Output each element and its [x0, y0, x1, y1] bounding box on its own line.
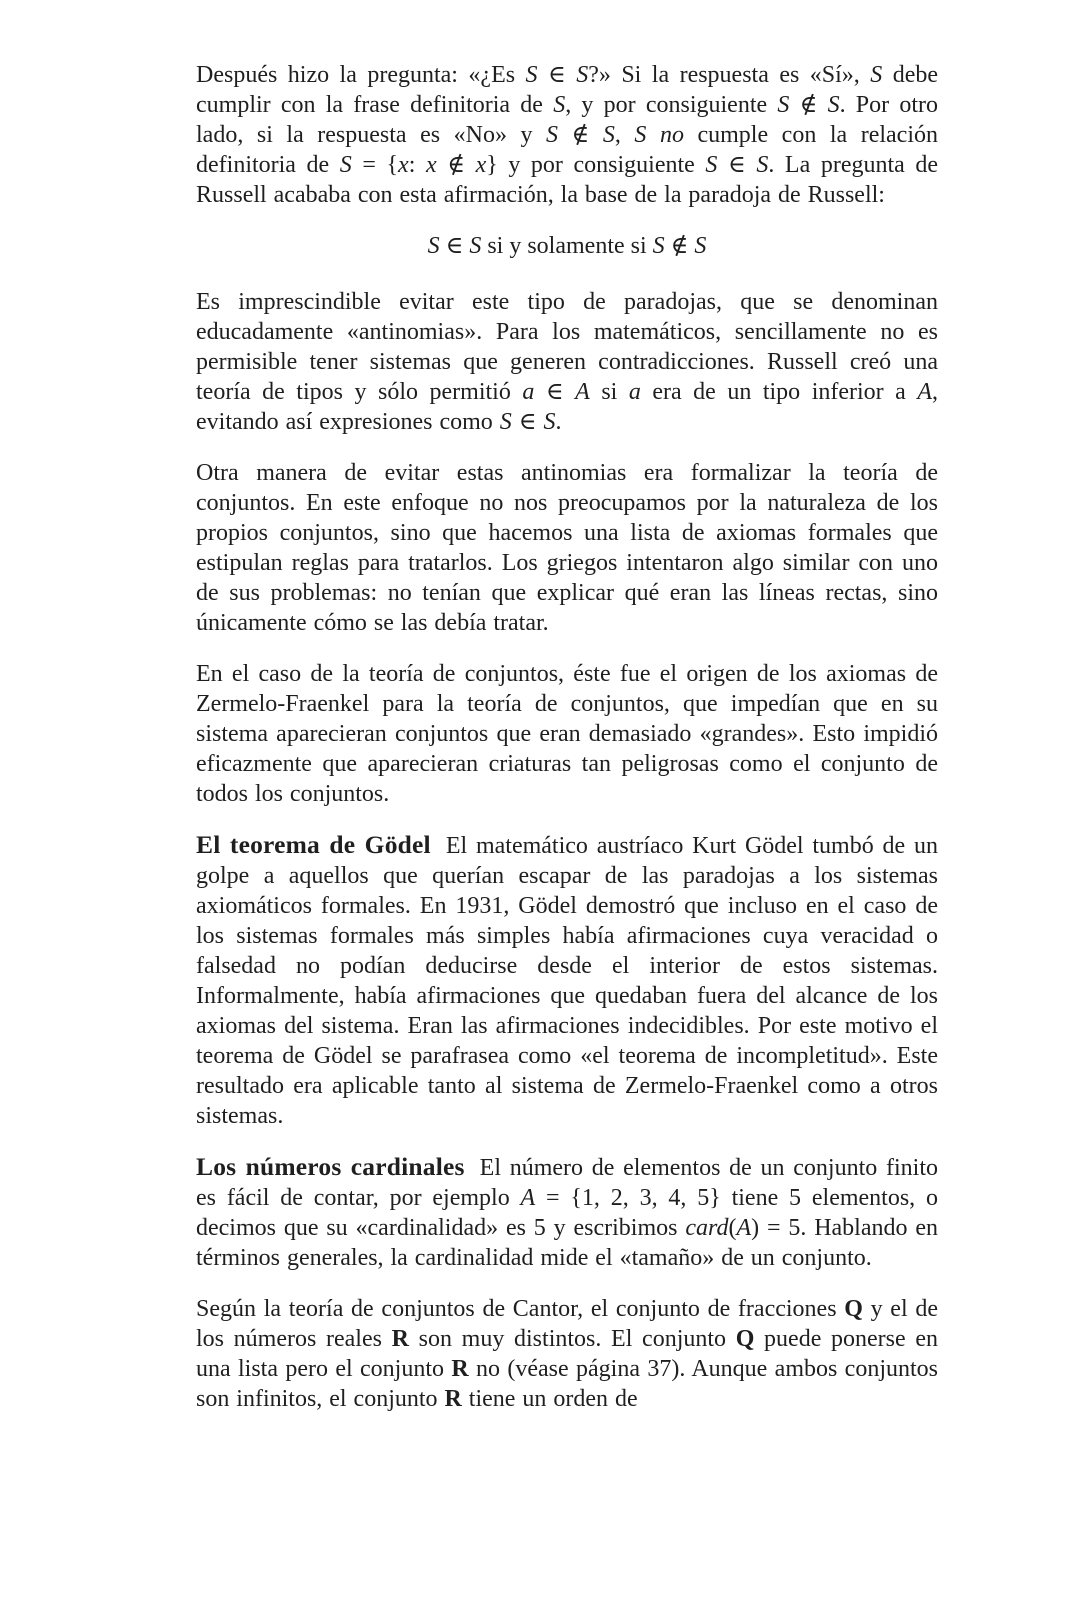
equation-russell-statement: S ∈ S si y solamente si S ∉ S — [427, 233, 707, 259]
paragraph-antinomias: Es imprescindible evitar este tipo de paradojas, que se denominan educadamente «antinomias». Para los matemáticos, sencillamente no es permisible tener sistemas que generen contradicciones. Russell creó una teoría de tipos y sólo permitió a ∈ A si a era de un tipo inferior a A, evitando así expresiones como S ∈ S. — [196, 289, 939, 435]
section-cardinales-paragraph — [196, 1152, 938, 1273]
paragraph-cantor-cardinalidad: Según la teoría de conjuntos de Cantor, el conjunto de fracciones Q y el de los números reales R son muy distintos. El conjunto Q puede ponerse en una lista pero el conjunto R no (véase página 37). Aunque ambos conjuntos son infinitos, el conjunto R tiene un orden de — [196, 1296, 939, 1412]
section-heading-godel: El teorema de Gödel — [196, 830, 431, 859]
paragraph-russell-paradox: Después hizo la pregunta: «¿Es S ∈ S?» Si la respuesta es «Sí», S debe cumplir con la frase definitoria de S, y por consiguiente S ∉ S. Por otro lado, si la respuesta es «No» y S ∉ S, S no cumple con la relación definitoria de S = {x: x ∉ x} y por consiguiente S ∈ S. La pregunta de Russell acababa con esta afirmación, la base de la paradoja de Russell: — [196, 62, 939, 208]
paragraph-zermelo-fraenkel: En el caso de la teoría de conjuntos, éste fue el origen de los axiomas de Zermelo-Fraenkel para la teoría de conjuntos, que impedían que en su sistema aparecieran conjuntos que eran demasiado «grandes». Esto impidió eficazmente que aparecieran criaturas tan peligrosas como el conjunto de todos los conjuntos. — [196, 661, 938, 807]
section-cardinales-body: El número de elementos de un conjunto finito es fácil de contar, por ejemplo A = {1, 2, 3, 4, 5} tiene 5 elementos, o decimos que su «cardinalidad» es 5 y escribimos card(A) = 5. Hablando en términos generales, la cardinalidad mide el «tamaño» de un conjunto. — [196, 1155, 939, 1271]
paragraph-formalizar-teoria: Otra manera de evitar estas antinomias era formalizar la teoría de conjuntos. En este enfoque no nos preocupamos por la naturaleza de los propios conjuntos, sino que hacemos una lista de axiomas formales que estipulan reglas para tratarlos. Los griegos intentaron algo similar con uno de sus problemas: no tenían que explicar qué eran las líneas rectas, sino únicamente cómo se las debía tratar. — [196, 460, 938, 636]
section-godel-body: El matemático austríaco Kurt Gödel tumbó de un golpe a aquellos que querían escapar de las paradojas a los sistemas axiomáticos formales. En 1931, Gödel demostró que incluso en el caso de los sistemas formales más simples había afirmaciones cuya veracidad o falsedad no podían deducirse desde el interior de estos sistemas. Informalmente, había afirmaciones que quedaban fuera del alcance de los axiomas del sistema. Eran las afirmaciones indecidibles. Por este motivo el teorema de Gödel se parafrasea como «el teorema de incompletitud». Este resultado era aplicable tanto al sistema de Zermelo-Fraenkel como a otros sistemas. — [196, 833, 938, 1129]
section-heading-cardinales: Los números cardinales — [196, 1152, 465, 1181]
section-godel-paragraph — [196, 830, 938, 1131]
